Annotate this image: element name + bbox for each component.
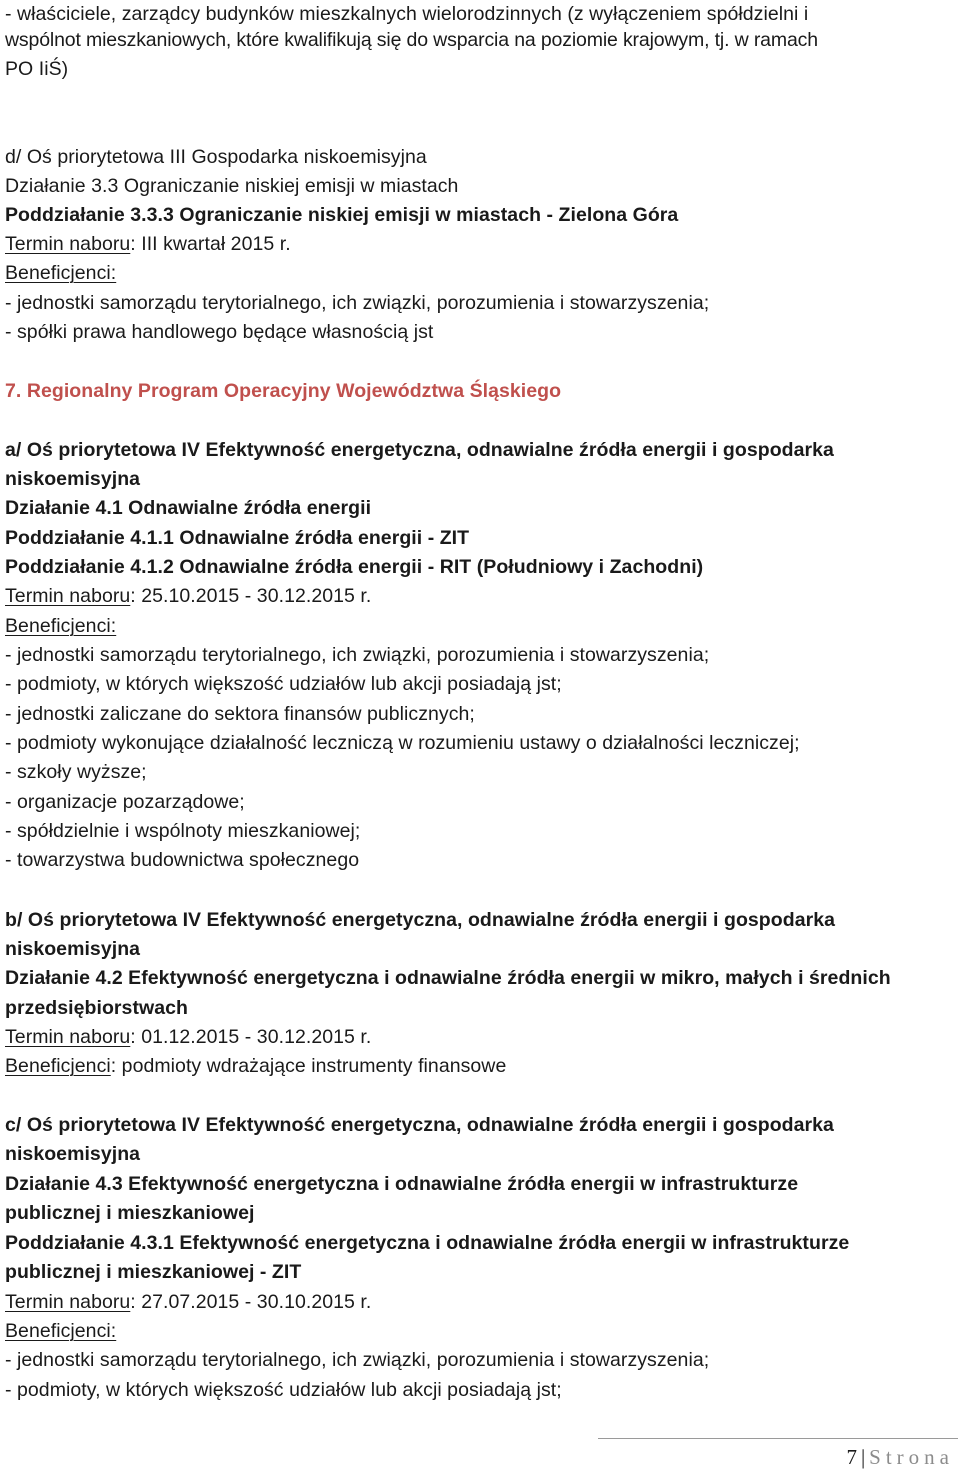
- list-item: - jednostki samorządu terytorialnego, ich związki, porozumienia i stowarzyszenia;: [5, 292, 710, 314]
- action-heading-cont: publicznej i mieszkaniowej: [5, 1202, 255, 1224]
- priority-axis-heading-cont: niskoemisyjna: [5, 1143, 141, 1165]
- footer-separator: |: [860, 1445, 866, 1469]
- list-item: - towarzystwa budownictwa społecznego: [5, 849, 360, 871]
- priority-axis-heading: c/ Oś priorytetowa IV Efektywność energetyczna, odnawialne źródła energii i gospodarka: [5, 1114, 834, 1136]
- term-value: : III kwartał 2015 r.: [130, 233, 291, 255]
- recruitment-term: [5, 582, 371, 610]
- subaction-heading: Poddziałanie 3.3.3 Ograniczanie niskiej emisji w miastach - Zielona Góra: [5, 204, 679, 226]
- text-line: PO IiŚ): [5, 58, 69, 80]
- list-item: - podmioty, w których większość udziałów lub akcji posiadają jst;: [5, 673, 562, 695]
- action-heading: Działanie 4.1 Odnawialne źródła energii: [5, 497, 372, 519]
- beneficiaries-value: : podmioty wdrażające instrumenty finansowe: [110, 1055, 507, 1077]
- list-item: - spółdzielnie i wspólnoty mieszkaniowej;: [5, 820, 361, 842]
- action-heading: Działanie 4.3 Efektywność energetyczna i odnawialne źródła energii w infrastrukturze: [5, 1173, 799, 1195]
- priority-axis-heading: d/ Oś priorytetowa III Gospodarka niskoemisyjna: [5, 146, 427, 168]
- recruitment-term: [5, 1023, 371, 1051]
- page-number: 7: [846, 1445, 857, 1469]
- list-item: - jednostki zaliczane do sektora finansów publicznych;: [5, 703, 475, 725]
- beneficiaries-label: Beneficjenci:: [5, 615, 117, 637]
- program-title: 7. Regionalny Program Operacyjny Województwa Śląskiego: [5, 380, 562, 402]
- priority-axis-heading-cont: niskoemisyjna: [5, 468, 141, 490]
- subaction-heading-cont: publicznej i mieszkaniowej - ZIT: [5, 1261, 302, 1283]
- beneficiaries-label: Beneficjenci:: [5, 1320, 117, 1342]
- recruitment-term: [5, 1288, 371, 1316]
- list-item: - organizacje pozarządowe;: [5, 791, 245, 813]
- term-value: : 01.12.2015 - 30.12.2015 r.: [130, 1026, 372, 1048]
- term-label: Termin naboru: [5, 585, 131, 607]
- priority-axis-heading: b/ Oś priorytetowa IV Efektywność energetyczna, odnawialne źródła energii i gospodarka: [5, 909, 836, 931]
- list-item: - podmioty wykonujące działalność leczniczą w rozumieniu ustawy o działalności leczniczej;: [5, 732, 800, 754]
- list-item: - jednostki samorządu terytorialnego, ich związki, porozumienia i stowarzyszenia;: [5, 644, 710, 666]
- priority-axis-heading: a/ Oś priorytetowa IV Efektywność energetyczna, odnawialne źródła energii i gospodarka: [5, 439, 834, 461]
- list-item: - jednostki samorządu terytorialnego, ich związki, porozumienia i stowarzyszenia;: [5, 1349, 710, 1371]
- text-line: - właściciele, zarządcy budynków mieszkalnych wielorodzinnych (z wyłączeniem spółdzielni i: [5, 3, 809, 25]
- term-label: Termin naboru: [5, 1026, 131, 1048]
- priority-axis-heading-cont: niskoemisyjna: [5, 938, 141, 960]
- text-line: wspólnot mieszkaniowych, które kwalifikują się do wsparcia na poziomie krajowym, tj. w ramach: [5, 29, 818, 51]
- footer-word: Strona: [869, 1445, 954, 1469]
- beneficiaries-line: [5, 1052, 506, 1080]
- subaction-heading: Poddziałanie 4.1.2 Odnawialne źródła energii - RIT (Południowy i Zachodni): [5, 556, 704, 578]
- beneficiaries-label: Beneficjenci:: [5, 262, 117, 284]
- term-value: : 25.10.2015 - 30.12.2015 r.: [130, 585, 372, 607]
- footer-divider: [598, 1438, 958, 1439]
- beneficiaries-label: Beneficjenci: [5, 1055, 111, 1077]
- subaction-heading: Poddziałanie 4.1.1 Odnawialne źródła energii - ZIT: [5, 527, 470, 549]
- term-value: : 27.07.2015 - 30.10.2015 r.: [130, 1291, 372, 1313]
- list-item: - podmioty, w których większość udziałów lub akcji posiadają jst;: [5, 1379, 562, 1401]
- action-heading-cont: przedsiębiorstwach: [5, 997, 188, 1019]
- term-label: Termin naboru: [5, 233, 131, 255]
- action-heading: Działanie 4.2 Efektywność energetyczna i odnawialne źródła energii w mikro, małych i średnich: [5, 967, 891, 989]
- subaction-heading: Poddziałanie 4.3.1 Efektywność energetyczna i odnawialne źródła energii w infrastrukturze: [5, 1232, 850, 1254]
- list-item: - spółki prawa handlowego będące własnością jst: [5, 321, 434, 343]
- term-label: Termin naboru: [5, 1291, 131, 1313]
- recruitment-term: [5, 230, 291, 258]
- action-heading: Działanie 3.3 Ograniczanie niskiej emisji w miastach: [5, 175, 459, 197]
- page-footer: [846, 1445, 954, 1469]
- list-item: - szkoły wyższe;: [5, 761, 147, 783]
